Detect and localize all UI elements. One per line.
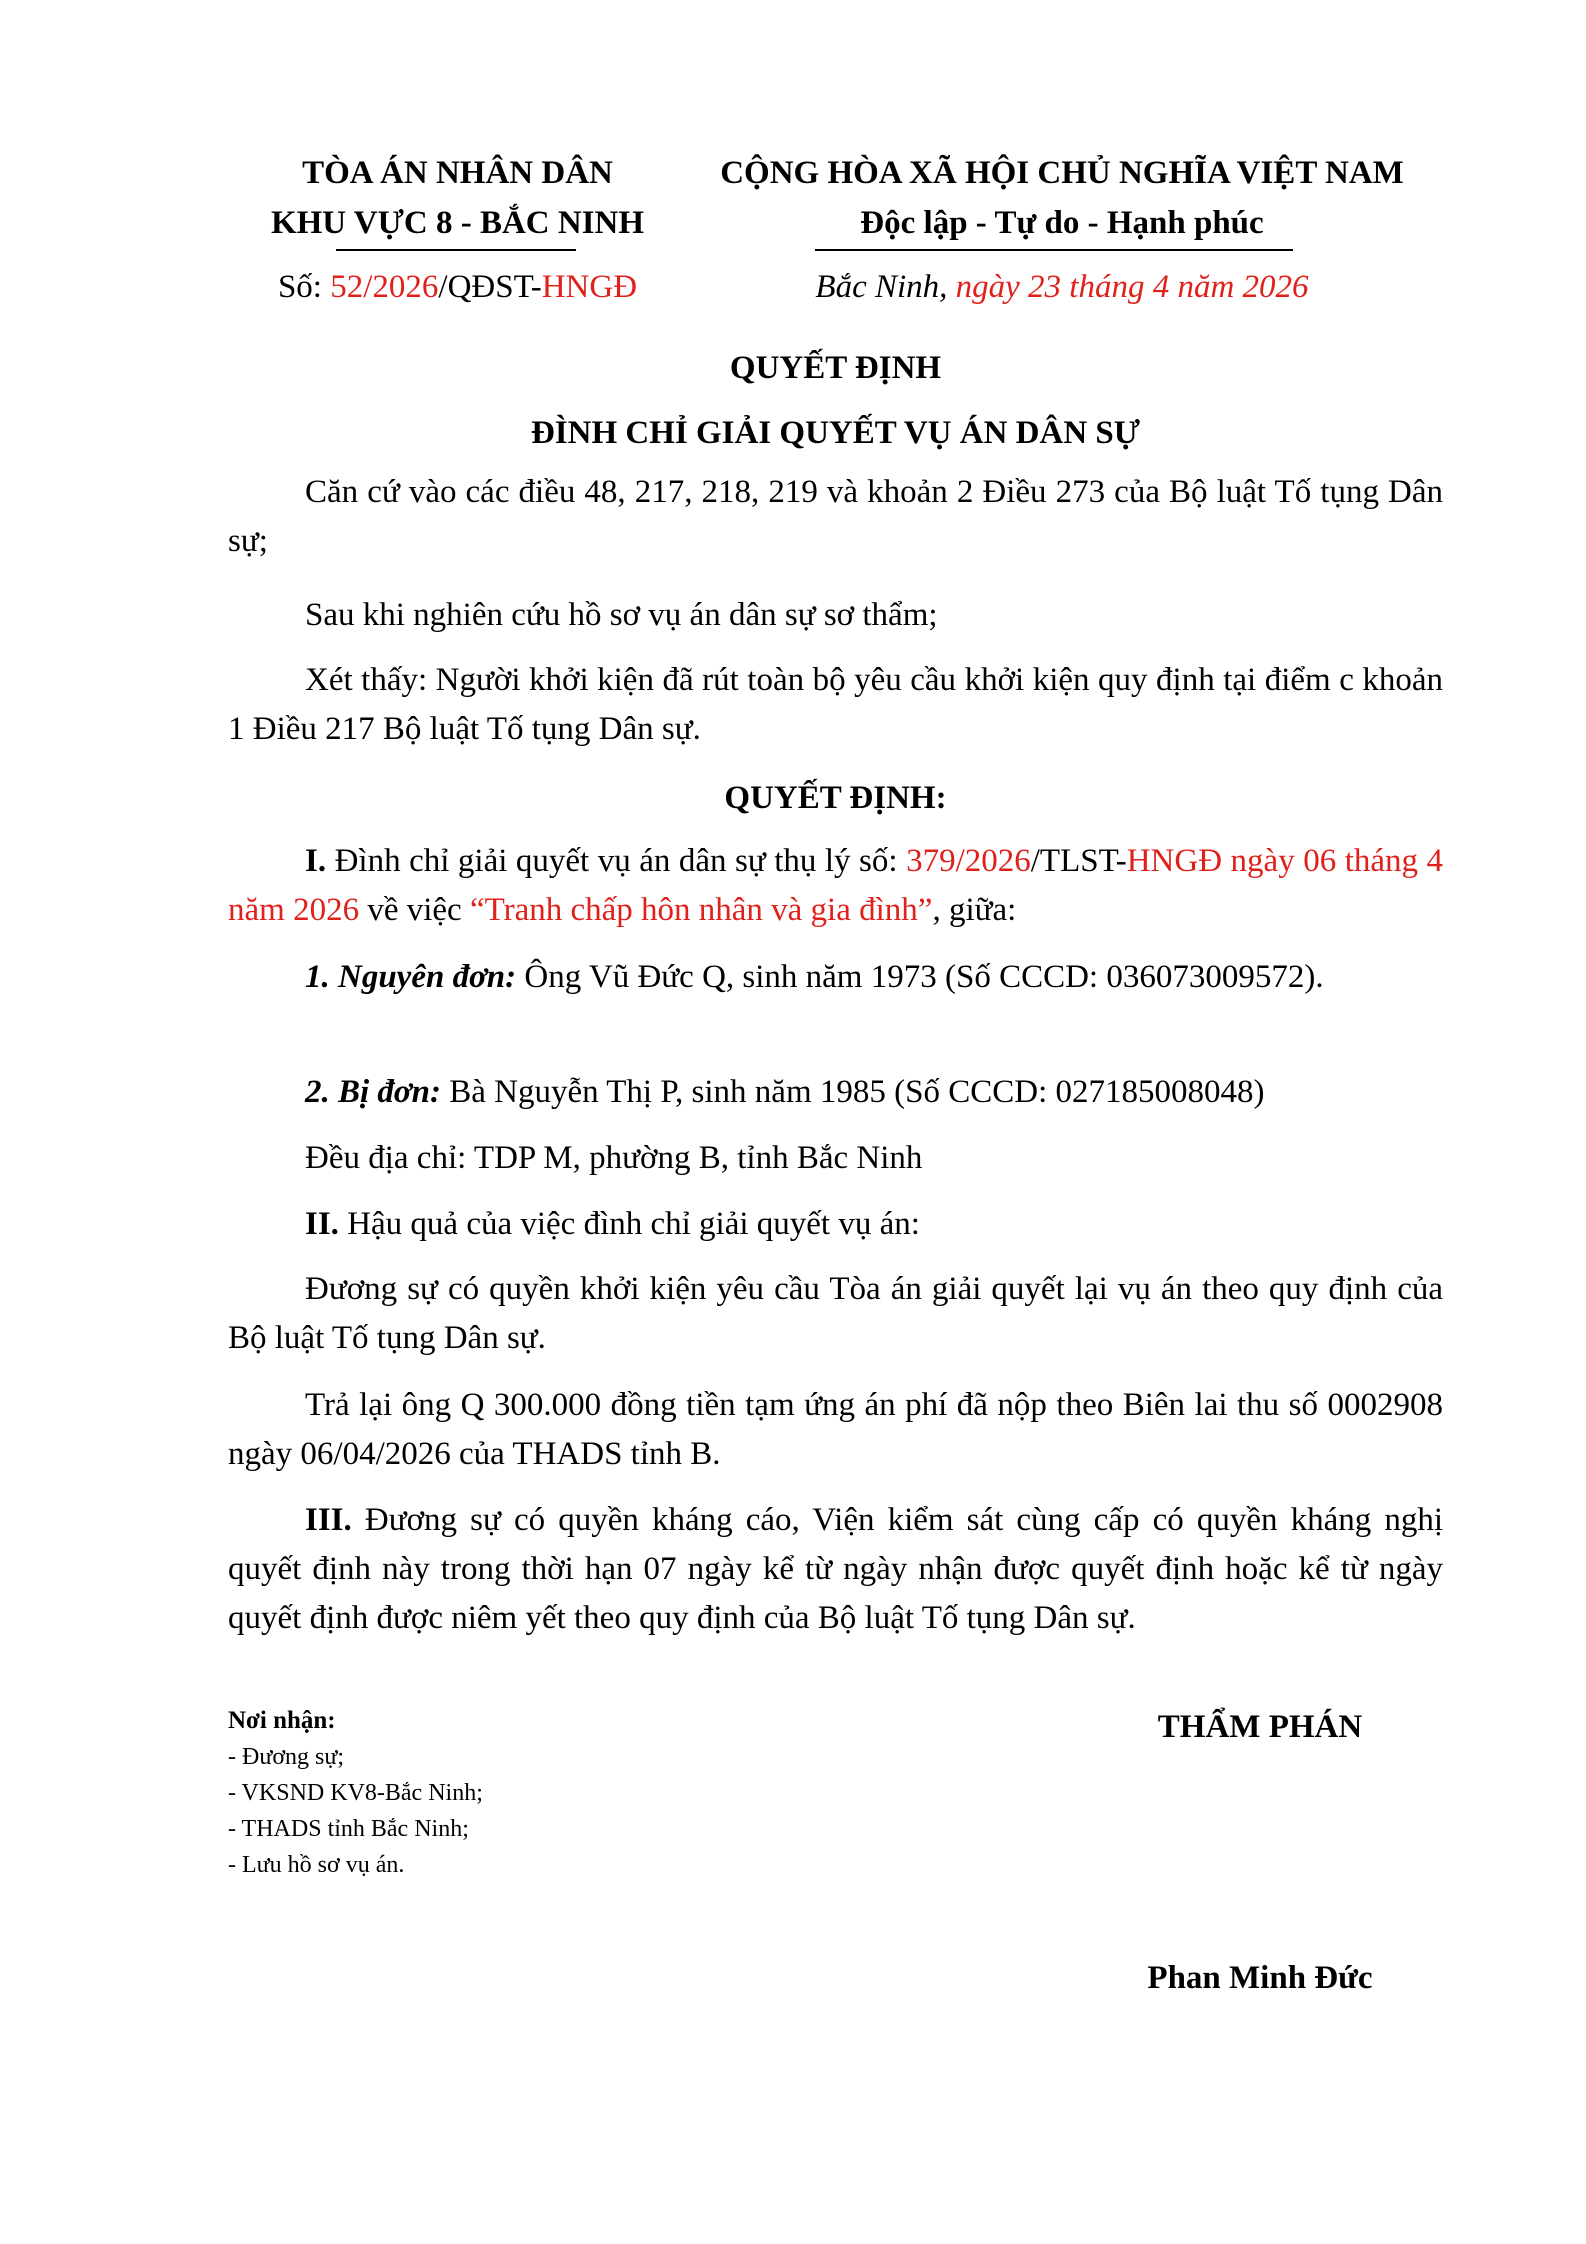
court-name [225, 148, 690, 248]
case-suffix-date: HNGĐ ngày 06 tháng 4 năm 2026 [228, 843, 1444, 928]
section-1-text-b: /TLST- [1030, 843, 1127, 879]
issue-date-value: ngày 23 tháng 4 năm 2026 [955, 269, 1309, 305]
section-3 [228, 1496, 1443, 1643]
basis-paragraph-2: Sau khi nghiên cứu hồ sơ vụ án dân sự sơ thẩm; [305, 597, 938, 633]
receiver-item: - Lưu hồ sơ vụ án. [228, 1852, 405, 1878]
document-title: QUYẾT ĐỊNH [729, 350, 942, 386]
section-2 [228, 1200, 1443, 1249]
receiver-item: - THADS tỉnh Bắc Ninh; [228, 1816, 469, 1842]
court-underline [336, 249, 576, 251]
document-subtitle: ĐÌNH CHỈ GIẢI QUYẾT VỤ ÁN DÂN SỰ [530, 415, 1141, 451]
number-prefix: Số: [277, 269, 331, 305]
defendant-text: Bà Nguyễn Thị P, sinh năm 1985 (Số CCCD: 027185008048) [440, 1074, 1265, 1110]
issue-place: Bắc Ninh, [815, 269, 956, 305]
national-motto [682, 148, 1442, 248]
receiver-item: - Đương sự; [228, 1744, 345, 1770]
signer-title: THẨM PHÁN [1157, 1709, 1363, 1745]
section-3-label: III. [305, 1502, 352, 1538]
section-2-label: II. [305, 1206, 339, 1242]
nation-line-1: CỘNG HÒA XÃ HỘI CHỦ NGHĨA VIỆT NAM [720, 155, 1404, 191]
number-suffix: HNGĐ [541, 269, 638, 305]
court-line-2: KHU VỰC 8 - BẮC NINH [270, 205, 645, 241]
section-2-text: Hậu quả của việc đình chỉ giải quyết vụ án: [338, 1206, 920, 1242]
issue-date [682, 262, 1442, 312]
decision-heading: QUYẾT ĐỊNH: [724, 780, 947, 816]
document-number [225, 262, 690, 312]
basis-paragraph-1: Căn cứ vào các điều 48, 217, 218, 219 và khoản 2 Điều 273 của Bộ luật Tố tụng Dân sự; [228, 474, 1443, 559]
signer-name: Phan Minh Đức [1147, 1960, 1373, 1996]
section-1-label: I. [305, 843, 327, 879]
case-subject: “Tranh chấp hôn nhân và gia đình” [469, 892, 933, 928]
nation-line-2: Độc lập - Tự do - Hạnh phúc [860, 205, 1264, 241]
case-number: 379/2026 [906, 843, 1031, 879]
number-value: 52/2026 [330, 269, 439, 305]
plaintiff-label: 1. Nguyên đơn: [305, 959, 517, 995]
address: Đều địa chỉ: TDP M, phường B, tỉnh Bắc Ninh [305, 1140, 923, 1176]
section-3-text: Đương sự có quyền kháng cáo, Viện kiểm sát cùng cấp có quyền kháng nghị quyết định này trong thời hạn 07 ngày kể từ ngày nhận được quyết định hoặc kể từ ngày quyết định được niêm yết theo quy định của Bộ luật Tố tụng Dân sự. [228, 1502, 1443, 1636]
section-2-paragraph-1: Đương sự có quyền khởi kiện yêu cầu Tòa án giải quyết lại vụ án theo quy định của Bộ luật Tố tụng Dân sự. [228, 1271, 1443, 1356]
basis-paragraph-3: Xét thấy: Người khởi kiện đã rút toàn bộ yêu cầu khởi kiện quy định tại điểm c khoản 1 Điều 217 Bộ luật Tố tụng Dân sự. [228, 662, 1443, 747]
section-1-text-c: về việc [359, 892, 470, 928]
section-1-text-a: Đình chỉ giải quyết vụ án dân sự thụ lý số: [326, 843, 907, 879]
defendant-label: 2. Bị đơn: [305, 1074, 441, 1110]
motto-underline [815, 249, 1293, 251]
plaintiff [228, 953, 1443, 1002]
receivers-heading: Nơi nhận: [228, 1707, 336, 1734]
section-1-text-d: , giữa: [932, 892, 1017, 928]
section-2-paragraph-2: Trả lại ông Q 300.000 đồng tiền tạm ứng án phí đã nộp theo Biên lai thu số 0002908 ngày 06/04/2026 của THADS tỉnh B. [228, 1387, 1443, 1472]
plaintiff-text: Ông Vũ Đức Q, sinh năm 1973 (Số CCCD: 036073009572). [516, 959, 1324, 995]
receivers-list [228, 1703, 748, 1883]
court-line-1: TÒA ÁN NHÂN DÂN [302, 155, 613, 191]
receiver-item: - VKSND KV8-Bắc Ninh; [228, 1780, 483, 1806]
section-1 [228, 837, 1443, 935]
number-mid: /QĐST- [438, 269, 542, 305]
defendant [228, 1068, 1443, 1117]
